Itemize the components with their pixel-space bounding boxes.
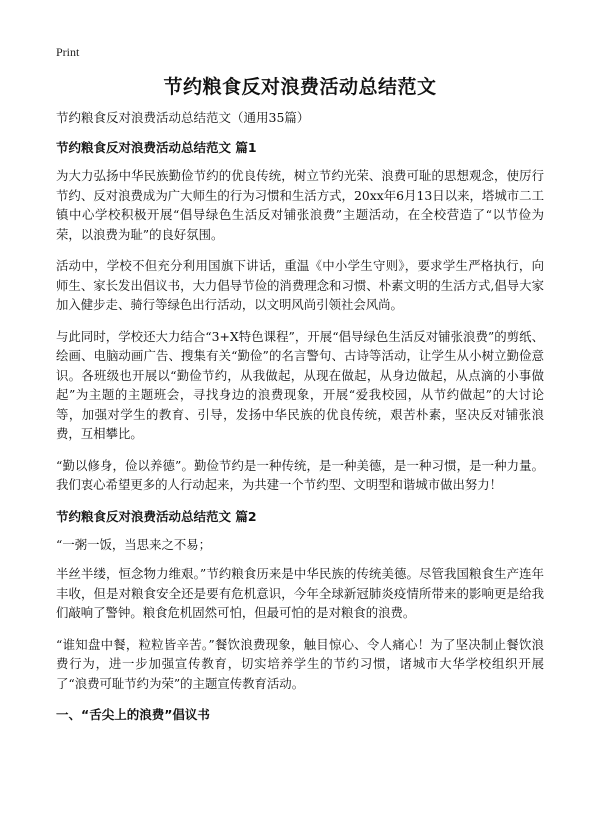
paragraph: “一粥一饭，当思来之不易； bbox=[56, 536, 212, 552]
document-subtitle: 节约粮食反对浪费活动总结范文（通用35篇） bbox=[56, 110, 310, 125]
section-heading: 一、“舌尖上的浪费”倡议书 bbox=[56, 707, 210, 722]
paragraph: 与此同时，学校还大力结合“3+X特色课程”，开展“倡导绿色生活反对铺张浪费”的剪纸、绘画、电脑动画广告、搜集有关“勤俭”的名言警句、古诗等活动，让学生从小树立勤俭意识。各班级也开展以“勤俭节约，从我做起，从现在做起，从身边做起，从点滴的小事做起”为主题的主题班会，寻找身边的浪费现象，开展“爱我校园，从节约做起”的大讨论等，加强对学生的教育、引导，发扬中华民族的优良传统，艰苦朴素，坚决反对铺张浪费，互相攀比。 bbox=[56, 328, 544, 441]
paragraph: 半丝半缕，恒念物力维艰。”节约粮食历来是中华民族的传统美德。尽管我国粮食生产连年丰收，但是对粮食安全还是要有危机意识，今年全球新冠肺炎疫情所带来的影响更是给我们敲响了警钟。粮食危机固然可怕，但最可怕的是对粮食的浪费。 bbox=[56, 566, 544, 620]
print-label[interactable]: Print bbox=[56, 45, 80, 59]
paragraph: “勤以修身，俭以养德”。勤俭节约是一种传统，是一种美德，是一种习惯，是一种力量。我们衷心希望更多的人行动起来，为共建一个节约型、文明型和谐城市做出努力！ bbox=[56, 457, 544, 492]
paragraph: 活动中，学校不但充分利用国旗下讲话，重温《中小学生守则》，要求学生严格执行，向师生、家长发出倡议书，大力倡导节俭的消费理念和习惯、朴素文明的生活方式,倡导大家加入健步走、骑行等绿色出行活动，以文明风尚引领社会风尚。 bbox=[56, 258, 544, 312]
section-heading: 节约粮食反对浪费活动总结范文 篇2 bbox=[56, 508, 257, 524]
document-title: 节约粮食反对浪费活动总结范文 bbox=[163, 76, 437, 98]
section-heading: 节约粮食反对浪费活动总结范文 篇1 bbox=[56, 140, 257, 155]
paragraph: 为大力弘扬中华民族勤俭节约的优良传统，树立节约光荣、浪费可耻的思想观念，使厉行节约、反对浪费成为广大师生的行为习惯和生活方式，20xx年6月13日以来，塔城市二工镇中心学校积极开展“倡导绿色生活反对铺张浪费”主题活动，在全校营造了“以节俭为荣，以浪费为耻”的良好氛围。 bbox=[56, 168, 544, 242]
paragraph: “谁知盘中餐，粒粒皆辛苦。”餐饮浪费现象，触目惊心、令人痛心！为了坚决制止餐饮浪费行为，进一步加强宣传教育，切实培养学生的节约习惯，诸城市大华学校组织开展了“浪费可耻节约为荣”的主题宣传教育活动。 bbox=[56, 636, 544, 691]
